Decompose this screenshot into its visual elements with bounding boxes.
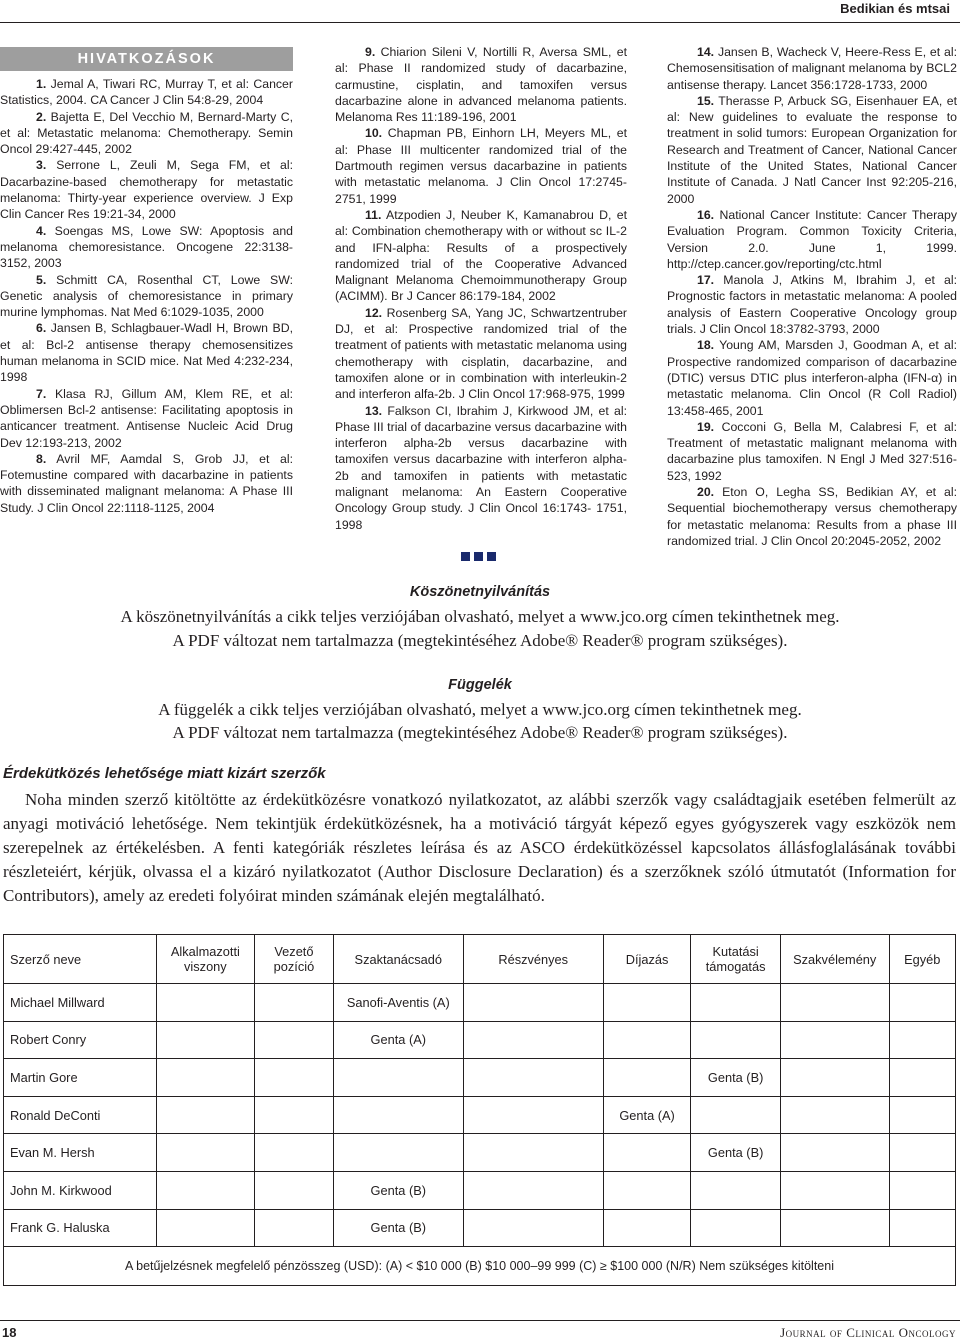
table-cell [463,1209,603,1247]
reference-list [667,44,957,549]
column-header: Vezető pozíció [254,935,333,984]
reference-text: Young AM, Marsden J, Goodman A, et al: Prospective randomized comparison of dacarbazine (DTIC) versus DTIC plus interferon-alpha (IFN-α) in metastatic melanoma. Clin Oncol (R Coll Radiol) 13:458-465, 2001 [667,338,957,418]
reference-text: Chiarion Sileni V, Nortilli R, Aversa SML, et al: Phase II randomized study of dacarbazine, carmustine, cisplatin, and tamoxifen versus dacarbazine alone in advanced melanoma patients. Melanoma Res 11:189-196, 2001 [335,45,627,125]
table-row [4,1134,956,1172]
reference-item [0,223,293,272]
reference-item [0,272,293,321]
table-cell: Genta (B) [691,1134,781,1172]
column-header: Szaktanácsadó [333,935,463,984]
table-cell [156,1021,254,1059]
reference-number: 8. [36,451,47,466]
reference-text: Jemal A, Tiwari RC, Murray T, et al: Cancer Statistics, 2004. CA Cancer J Clin 54:8-29, 2004 [0,77,293,108]
table-cell [254,1134,333,1172]
table-cell [254,1021,333,1059]
acknowledgment-line-2: A PDF változat nem tartalmazza (megtekintéséhez Adobe® Reader® program szükséges). [172,631,788,650]
table-cell [156,1209,254,1247]
reference-number: 2. [36,109,47,124]
table-cell [333,1059,463,1097]
table-cell [603,984,691,1022]
reference-number: 18. [697,338,715,353]
table-cell [156,1171,254,1209]
table-cell [603,1134,691,1172]
conflict-body: Noha minden szerző kitöltötte az érdekütközésre vonatkozó nyilatkozatot, az alábbi szerzők vagy családtagjaik esetében felmerült az anyagi motiváció lehetősége. Nem tekintjük érdekütközésnek, ha a motiváció tárgyát képező egyes gyógyszerek vagy eszközök nem szerepelnek az értékelésben. A fenti kategóriák részletes leírása és az ASCO érdekütközéssel kapcsolatos állásfoglalásának további részleteiért, kérjük, olvassa el a kizáró nyilatkozatot (Author Disclosure Declaration) és a szerzőknek szóló útmutatót (Information for Contributors), amely az eredeti folyóirat minden számának elején megtalálható. [3,790,956,905]
journal-name: Journal of Clinical Oncology [780,1325,956,1340]
author-name-cell: Martin Gore [4,1059,157,1097]
table-cell [254,984,333,1022]
reference-number: 5. [36,272,47,287]
reference-text: Therasse P, Arbuck SG, Eisenhauer EA, et al: New guidelines to evaluate the response to treatment in solid tumors: European Organization for Research and Treatment of Cancer, National Cancer Institute of the United States, National Cancer Institute of Canada. J Natl Cancer Inst 92:205-216, 2000 [667,93,957,206]
reference-item [667,337,957,418]
table-cell [463,984,603,1022]
column-header: Alkalmazotti viszony [156,935,254,984]
reference-text: Jansen B, Schlagbauer-Wadl H, Brown BD, et al: Bcl-2 antisense therapy chemosensitizes human melanoma in SCID mice. Nat Med 4:232-234, 1998 [0,321,293,385]
reference-number: 3. [36,158,47,173]
reference-item [0,386,293,451]
references-heading: HIVATKOZÁSOK [0,47,293,71]
page-header [0,0,960,23]
reference-item [667,93,957,207]
reference-item [0,320,293,385]
references-column-2 [335,44,627,533]
column-header: Egyéb [889,935,955,984]
table-cell: Genta (B) [333,1209,463,1247]
reference-item [667,207,957,272]
reference-item [335,207,627,305]
reference-number: 11. [365,207,382,222]
table-cell: Genta (A) [603,1096,691,1134]
table-cell [463,1096,603,1134]
table-cell [691,1209,781,1247]
currency-legend: A betűjelzésnek megfelelő pénzösszeg (USD): (A) < $10 000 (B) $10 000–99 999 (C) ≥ $100 000 (N/R) Nem szükséges kitölteni [4,1247,956,1286]
table-footer-row [4,1247,956,1286]
table-row [4,984,956,1022]
reference-item [0,76,293,109]
table-cell: Genta (A) [333,1021,463,1059]
reference-item [667,484,957,549]
table-cell [780,1171,889,1209]
reference-list [0,76,293,516]
table-cell [889,1134,955,1172]
table-cell [780,1021,889,1059]
reference-text: National Cancer Institute: Cancer Therapy Evaluation Program. Common Toxicity Criteria, Version 2.0. June 1, 1999. http://ctep.cancer.gov/reporting/ctc.html [667,207,958,271]
reference-number: 19. [697,419,715,434]
table-cell [463,1171,603,1209]
table-body [4,984,956,1286]
reference-number: 20. [697,485,715,500]
reference-text: Atzpodien J, Neuber K, Kamanabrou D, et al: Combination chemotherapy with or without sc IL-2 and IFN-alpha: Results of a prospectively randomized trial of the Cooperative Advanced Malignant Melanoma Chemoimmunotherapy Group (ACIMM). Br J Cancer 86:179-184, 2002 [335,207,627,304]
column-header: Kutatási támogatás [691,935,781,984]
author-name-cell: John M. Kirkwood [4,1171,157,1209]
table-cell [780,984,889,1022]
table-cell [691,1021,781,1059]
table-cell [603,1171,691,1209]
reference-text: Falkson CI, Ibrahim J, Kirkwood JM, et al: Phase III trial of dacarbazine versus dacarbazine with interferon alpha-2b versus dacarbazine with tamoxifen versus dacarbazine with interferon alpha-2b and tamoxifen in patients with metastatic malignant melanoma: An Eastern Cooperative Oncology Group study. J Clin Oncol 16:1743- 1751, 1998 [335,403,627,532]
table-cell [889,984,955,1022]
table-cell [156,984,254,1022]
column-header: Díjazás [603,935,691,984]
reference-item [0,109,293,158]
reference-item [335,44,627,125]
reference-number: 7. [36,386,47,401]
reference-item [335,403,627,533]
reference-item [0,451,293,516]
column-header: Részvényes [463,935,603,984]
conflict-heading: Érdekütközés lehetősége miatt kizárt szerzők [3,765,326,782]
table-cell [333,1096,463,1134]
table-cell [780,1096,889,1134]
reference-text: Chapman PB, Einhorn LH, Meyers ML, et al: Phase III multicenter randomized trial of the Dartmouth regimen versus dacarbazine in patients with metastatic melanoma. J Clin Oncol 17:2745-2751, 1999 [335,126,627,206]
reference-number: 14. [697,45,715,59]
table-cell [780,1059,889,1097]
reference-text: Schmitt CA, Rosenthal CT, Lowe SW: Genetic analysis of chemoresistance in primary murine lymphomas. Nat Med 6:1029-1035, 2000 [0,272,294,320]
author-name-cell: Michael Millward [4,984,157,1022]
acknowledgment-line-1: A köszönetnyilvánítás a cikk teljes verziójában olvasható, melyet a www.jco.org címen tekinthetnek meg. [120,607,840,626]
divider-square [461,552,470,561]
table-cell [463,1059,603,1097]
reference-text: Jansen B, Wacheck V, Heere-Ress E, et al: Chemosensitisation of malignant melanoma by BCL2 antisense therapy. Lancet 356:1728-1733, 2000 [667,45,957,92]
table-cell: Sanofi-Aventis (A) [333,984,463,1022]
table-cell [254,1096,333,1134]
table-cell [691,1171,781,1209]
appendix-line-1: A függelék a cikk teljes verziójában olvasható, melyet a www.jco.org címen tekinthetnek meg. [158,700,802,719]
author-name-cell: Ronald DeConti [4,1096,157,1134]
appendix-line-2: A PDF változat nem tartalmazza (megtekintéséhez Adobe® Reader® program szükséges). [172,723,788,742]
references-column-1 [0,44,293,516]
author-name-cell: Evan M. Hersh [4,1134,157,1172]
table-cell [463,1134,603,1172]
reference-number: 9. [365,45,376,59]
table-cell: Genta (B) [691,1059,781,1097]
table-cell [691,1096,781,1134]
reference-number: 1. [36,77,47,91]
table-cell [254,1059,333,1097]
table-cell [889,1171,955,1209]
divider-square [487,552,496,561]
reference-number: 17. [697,273,715,288]
table-cell [156,1096,254,1134]
table-row [4,1096,956,1134]
table-cell [780,1134,889,1172]
reference-item [335,125,627,206]
table-cell [333,1134,463,1172]
table-cell [254,1209,333,1247]
table-cell [780,1209,889,1247]
table-cell [603,1209,691,1247]
reference-text: Bajetta E, Del Vecchio M, Bernard-Marty C, et al: Metastatic melanoma: Chemotherapy. Semin Oncol 29:427-445, 2002 [0,109,294,157]
column-header: Szerző neve [4,935,157,984]
section-divider [461,552,501,562]
reference-item [335,305,627,403]
reference-number: 10. [365,126,383,141]
reference-text: Klasa RJ, Gillum AM, Klem RE, et al: Oblimersen Bcl-2 antisense: Facilitating apoptosis in anticancer treatment. Antisense Nucleic Acid Drug Dev 12:193-213, 2002 [0,386,293,450]
reference-item [667,272,957,337]
acknowledgment-heading: Köszönetnyilvánítás [409,584,551,600]
reference-text: Avril MF, Aamdal S, Grob JJ, et al: Fotemustine compared with dacarbazine in patients with disseminated malignant melanoma: A Phase III Study. J Clin Oncol 22:1118-1125, 2004 [0,451,293,515]
reference-number: 15. [697,93,715,108]
disclosure-table [3,934,956,1286]
running-title: Bedikian és mtsai [840,1,950,16]
page-footer [0,1320,960,1342]
table-row [4,1021,956,1059]
table-cell [463,1021,603,1059]
reference-item [0,157,293,222]
table-cell [603,1021,691,1059]
reference-text: Cocconi G, Bella M, Calabresi F, et al: Treatment of metastatic malignant melanoma with dacarbazine plus tamoxifen. N Engl J Med 327:516-523, 1992 [667,419,957,483]
table-cell [889,1021,955,1059]
table-cell [889,1209,955,1247]
column-header: Szakvélemény [780,935,889,984]
table-cell: Genta (B) [333,1171,463,1209]
reference-item [667,419,957,484]
reference-text: Manola J, Atkins M, Ibrahim J, et al: Prognostic factors in metastatic melanoma: A pooled analysis of Eastern Cooperative Oncology group trials. J Clin Oncol 18:3782-3793, 2000 [667,273,957,337]
author-name-cell: Robert Conry [4,1021,157,1059]
table-cell [889,1096,955,1134]
table-cell [156,1134,254,1172]
table-cell [691,984,781,1022]
table-row [4,1059,956,1097]
table-cell [603,1059,691,1097]
reference-list [335,44,627,533]
reference-text: Rosenberg SA, Yang JC, Schwartzentruber DJ, et al: Prospective randomized trial of the treatment of patients with metastatic melanoma using chemotherapy with cisplatin, dacarbazine, and tamoxifen alone or in combination with interleukin-2 and interferon alfa-2b. J Clin Oncol 17:968-975, 1999 [335,305,628,402]
reference-text: Soengas MS, Lowe SW: Apoptosis and melanoma chemoresistance. Oncogene 22:3138-3152, 2003 [0,223,294,271]
appendix-heading: Függelék [448,677,512,693]
reference-number: 13. [365,403,383,418]
divider-square [474,552,483,561]
reference-text: Eton O, Legha SS, Bedikian AY, et al: Sequential biochemotherapy versus chemotherapy for metastatic melanoma: Results from a phase III randomized trial. J Clin Oncol 20:2045-2052, 2002 [667,485,958,548]
table-row [4,1209,956,1247]
table-cell [889,1059,955,1097]
table-cell [156,1059,254,1097]
reference-number: 16. [697,207,715,222]
reference-number: 4. [36,223,47,238]
page-number: 18 [2,1325,17,1340]
author-name-cell: Frank G. Haluska [4,1209,157,1247]
table-header-row [4,935,956,984]
table-cell [254,1171,333,1209]
references-column-3 [667,44,957,549]
reference-number: 12. [365,305,383,320]
reference-item [667,44,957,93]
reference-text: Serrone L, Zeuli M, Sega FM, et al: Dacarbazine-based chemotherapy for metastatic melanoma: Thirty-year experience overview. J Exp Clin Cancer Res 19:21-34, 2000 [0,158,293,222]
table-row [4,1171,956,1209]
reference-number: 6. [36,321,47,336]
